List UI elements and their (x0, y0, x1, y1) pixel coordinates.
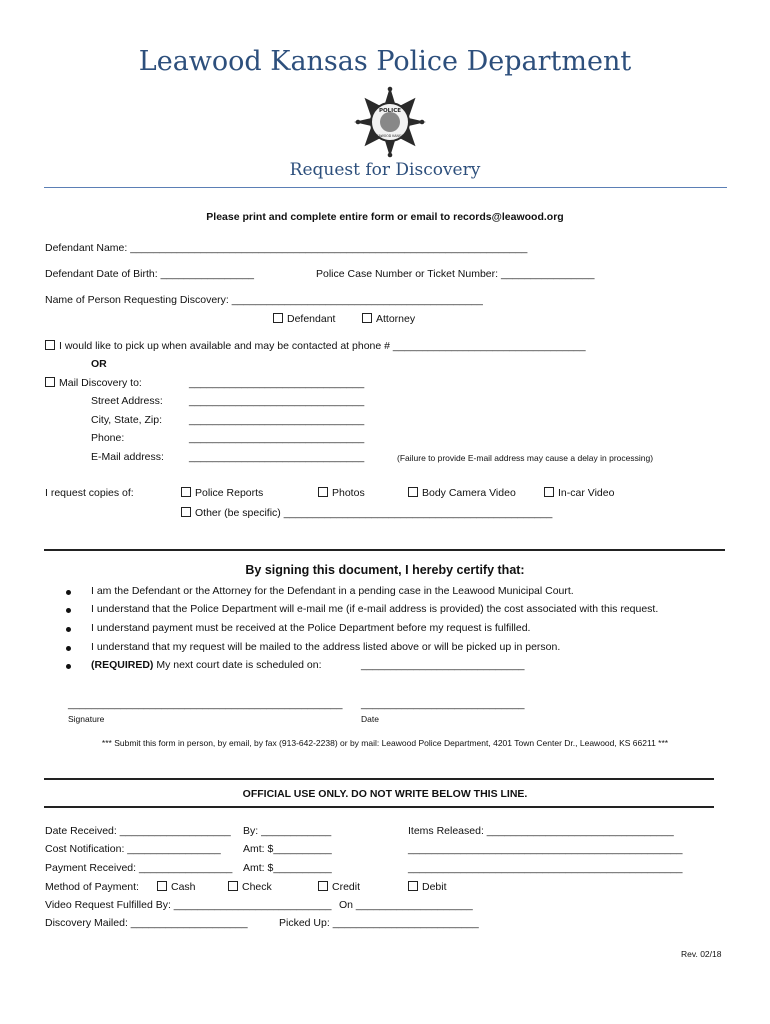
street-label: Street Address: (91, 395, 163, 407)
email-label: E-Mail address: (91, 451, 164, 463)
by-field[interactable]: By: ____________ (243, 825, 332, 837)
credit-checkbox[interactable]: Credit (318, 881, 360, 893)
checkbox-icon (228, 881, 238, 891)
on-field[interactable]: On ____________________ (339, 899, 473, 911)
revision-label: Rev. 02/18 (681, 949, 722, 959)
date-label: Date (361, 714, 379, 724)
discovery-mailed-field[interactable]: Discovery Mailed: ____________________ (45, 917, 248, 929)
defendant-checkbox[interactable]: Defendant (273, 313, 335, 325)
form-instruction: Please print and complete entire form or email to records@leawood.org (206, 211, 564, 223)
signature-field[interactable]: _______________________________________________ (68, 698, 343, 710)
or-label: OR (91, 358, 107, 370)
checkbox-icon (45, 340, 55, 350)
copies-label: I request copies of: (45, 487, 134, 499)
pickup-checkbox[interactable]: I would like to pick up when available and may be contacted at phone # _________________________________ (45, 340, 586, 352)
court-date-field[interactable]: ____________________________ (361, 659, 525, 671)
requester-name-field[interactable]: Name of Person Requesting Discovery: ___________________________________________ (45, 294, 483, 306)
email-note: (Failure to provide E-mail address may cause a delay in processing) (397, 453, 654, 463)
defendant-name-field[interactable]: Defendant Name: ____________________________________________________________________ (45, 242, 528, 254)
form-subtitle: Request for Discovery (289, 160, 481, 180)
checkbox-icon (45, 377, 55, 387)
checkbox-icon (362, 313, 372, 323)
certify-item: I am the Defendant or the Attorney for the Defendant in a pending case in the Leawood Municipal Court. (91, 585, 574, 597)
certify-item: I understand that my request will be mailed to the address listed above or will be picked up in person. (91, 641, 561, 653)
checkbox-icon (318, 487, 328, 497)
attorney-checkbox[interactable]: Attorney (362, 313, 415, 325)
phone-label: Phone: (91, 432, 125, 444)
certify-item: I understand that the Police Department will e-mail me (if e-mail address is provided) the cost associated with this request. (91, 603, 659, 615)
checkbox-icon (408, 881, 418, 891)
cash-checkbox[interactable]: Cash (157, 881, 196, 893)
case-number-field[interactable]: Police Case Number or Ticket Number: ________________ (316, 268, 595, 280)
check-checkbox[interactable]: Check (228, 881, 272, 893)
photos-checkbox[interactable]: Photos (318, 487, 365, 499)
picked-up-field[interactable]: Picked Up: _________________________ (279, 917, 479, 929)
date-received-field[interactable]: Date Received: ___________________ (45, 825, 231, 837)
city-field[interactable]: ______________________________ (189, 414, 365, 426)
in-car-video-checkbox[interactable]: In-car Video (544, 487, 614, 499)
date-field[interactable]: ____________________________ (361, 698, 525, 710)
payment-received-field[interactable]: Payment Received: ________________ (45, 862, 233, 874)
police-reports-checkbox[interactable]: Police Reports (181, 487, 263, 499)
certify-heading: By signing this document, I hereby certify that: (245, 563, 525, 577)
official-top-rule (44, 778, 714, 780)
checkbox-icon (544, 487, 554, 497)
official-bottom-rule (44, 806, 714, 808)
amt-field[interactable]: Amt: $__________ (243, 862, 332, 874)
defendant-dob-field[interactable]: Defendant Date of Birth: ________________ (45, 268, 255, 280)
checkbox-icon (181, 507, 191, 517)
other-checkbox[interactable]: Other (be specific) ______________________________________________ (181, 507, 552, 519)
checkbox-icon (181, 487, 191, 497)
svg-text:LEAWOOD KANSAS: LEAWOOD KANSAS (374, 134, 406, 138)
bullet-icon (66, 608, 71, 613)
method-label: Method of Payment: (45, 881, 139, 893)
email-field[interactable]: ______________________________ (189, 451, 365, 463)
section-divider (44, 549, 725, 551)
page-title: Leawood Kansas Police Department (138, 46, 632, 77)
city-label: City, State, Zip: (91, 414, 162, 426)
checkbox-icon (273, 313, 283, 323)
street-field[interactable]: ______________________________ (189, 395, 365, 407)
bullet-icon (66, 590, 71, 595)
mail-checkbox[interactable]: Mail Discovery to: (45, 377, 142, 389)
checkbox-icon (318, 881, 328, 891)
mail-line[interactable]: ______________________________ (189, 377, 365, 389)
court-date-item: (REQUIRED) My next court date is scheduled on: (91, 659, 322, 671)
official-heading: OFFICIAL USE ONLY. DO NOT WRITE BELOW THIS LINE. (242, 788, 528, 800)
bullet-icon (66, 664, 71, 669)
checkbox-icon (157, 881, 167, 891)
svg-text:POLICE: POLICE (378, 108, 402, 114)
debit-checkbox[interactable]: Debit (408, 881, 447, 893)
submit-note: *** Submit this form in person, by email, by fax (913-642-2238) or by mail: Leawood Police Department, 4201 Town Center Dr., Leawood, KS 66211 *** (101, 738, 669, 748)
video-fulfilled-field[interactable]: Video Request Fulfilled By: ___________________________ (45, 899, 332, 911)
phone-field[interactable]: ______________________________ (189, 432, 365, 444)
header-divider (44, 187, 727, 188)
cost-notification-field[interactable]: Cost Notification: ________________ (45, 843, 221, 855)
items-released-field[interactable]: Items Released: ________________________________ (408, 825, 674, 837)
police-badge-logo (354, 86, 426, 158)
amt-field[interactable]: Amt: $__________ (243, 843, 332, 855)
items-released-line[interactable]: _______________________________________________ (408, 862, 683, 874)
body-camera-checkbox[interactable]: Body Camera Video (408, 487, 516, 499)
bullet-icon (66, 646, 71, 651)
certify-item: I understand payment must be received at the Police Department before my request is fulfilled. (91, 622, 531, 634)
items-released-line[interactable]: _______________________________________________ (408, 843, 683, 855)
signature-label: Signature (68, 714, 105, 724)
bullet-icon (66, 627, 71, 632)
checkbox-icon (408, 487, 418, 497)
